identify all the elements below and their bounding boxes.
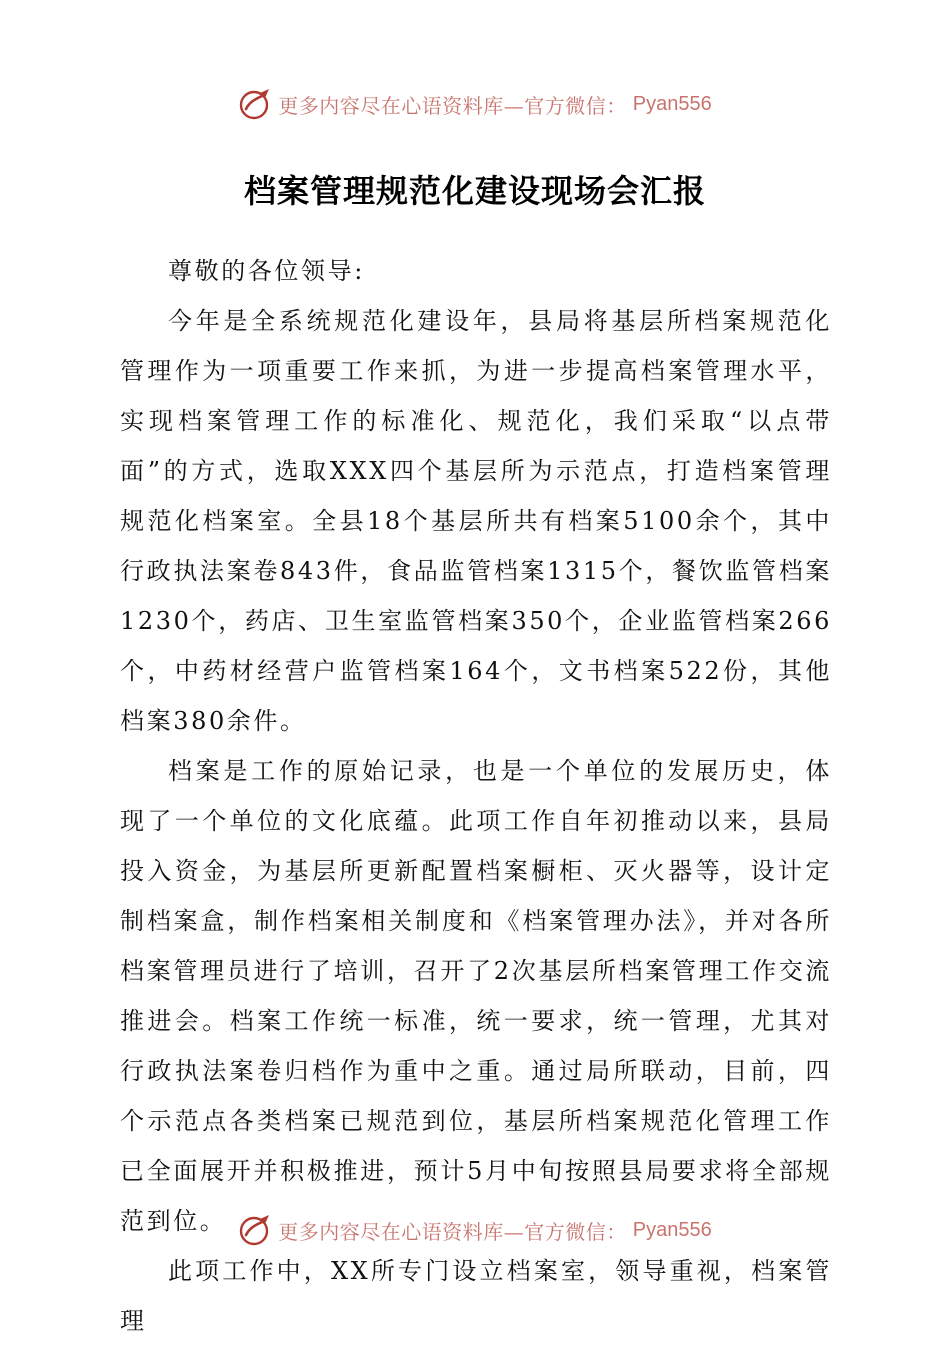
pen-logo-icon <box>238 87 272 121</box>
watermark-text: 更多内容尽在心语资料库—官方微信： <box>278 1219 627 1244</box>
paragraph: 此项工作中，XX所专门设立档案室，领导重视，档案管理 <box>120 1257 832 1335</box>
header-watermark-banner <box>0 82 950 126</box>
paragraph: 今年是全系统规范化建设年，县局将基层所档案规范化管理作为一项重要工作来抓，为进一步提高档案管理水平，实现档案管理工作的标准化、规范化，我们采取“以点带面”的方式，选取XXX四个基层所为示范点，打造档案管理规范化档案室。全县18个基层所共有档案5100余个，其中行政执法案卷843件，食品监管档案1315个，餐饮监管档案1230个，药店、卫生室监管档案350个，企业监管档案266个，中药材经营户监管档案164个，文书档案522份，其他档案380余件。 <box>120 307 832 735</box>
pen-logo-icon <box>238 1213 272 1247</box>
document-body <box>120 246 832 1346</box>
salutation: 尊敬的各位领导: <box>168 257 365 285</box>
document-title: 档案管理规范化建设现场会汇报 <box>243 172 706 210</box>
paragraph: 档案是工作的原始记录，也是一个单位的发展历史，体现了一个单位的文化底蕴。此项工作自年初推动以来，县局投入资金，为基层所更新配置档案橱柜、灭火器等，设计定制档案盒，制作档案相关制度和《档案管理办法》，并对各所档案管理员进行了培训，召开了2次基层所档案管理工作交流推进会。档案工作统一标准，统一要求，统一管理，尤其对行政执法案卷归档作为重中之重。通过局所联动，目前，四个示范点各类档案已规范到位，基层所档案规范化管理工作已全面展开并积极推进，预计5月中旬按照县局要求将全部规范到位。 <box>120 757 832 1235</box>
watermark-wechat-id: Pyan556 <box>632 1218 712 1241</box>
watermark-text: 更多内容尽在心语资料库—官方微信： <box>278 93 627 118</box>
watermark-wechat-id: Pyan556 <box>632 92 712 115</box>
footer-watermark-banner <box>0 1208 950 1252</box>
